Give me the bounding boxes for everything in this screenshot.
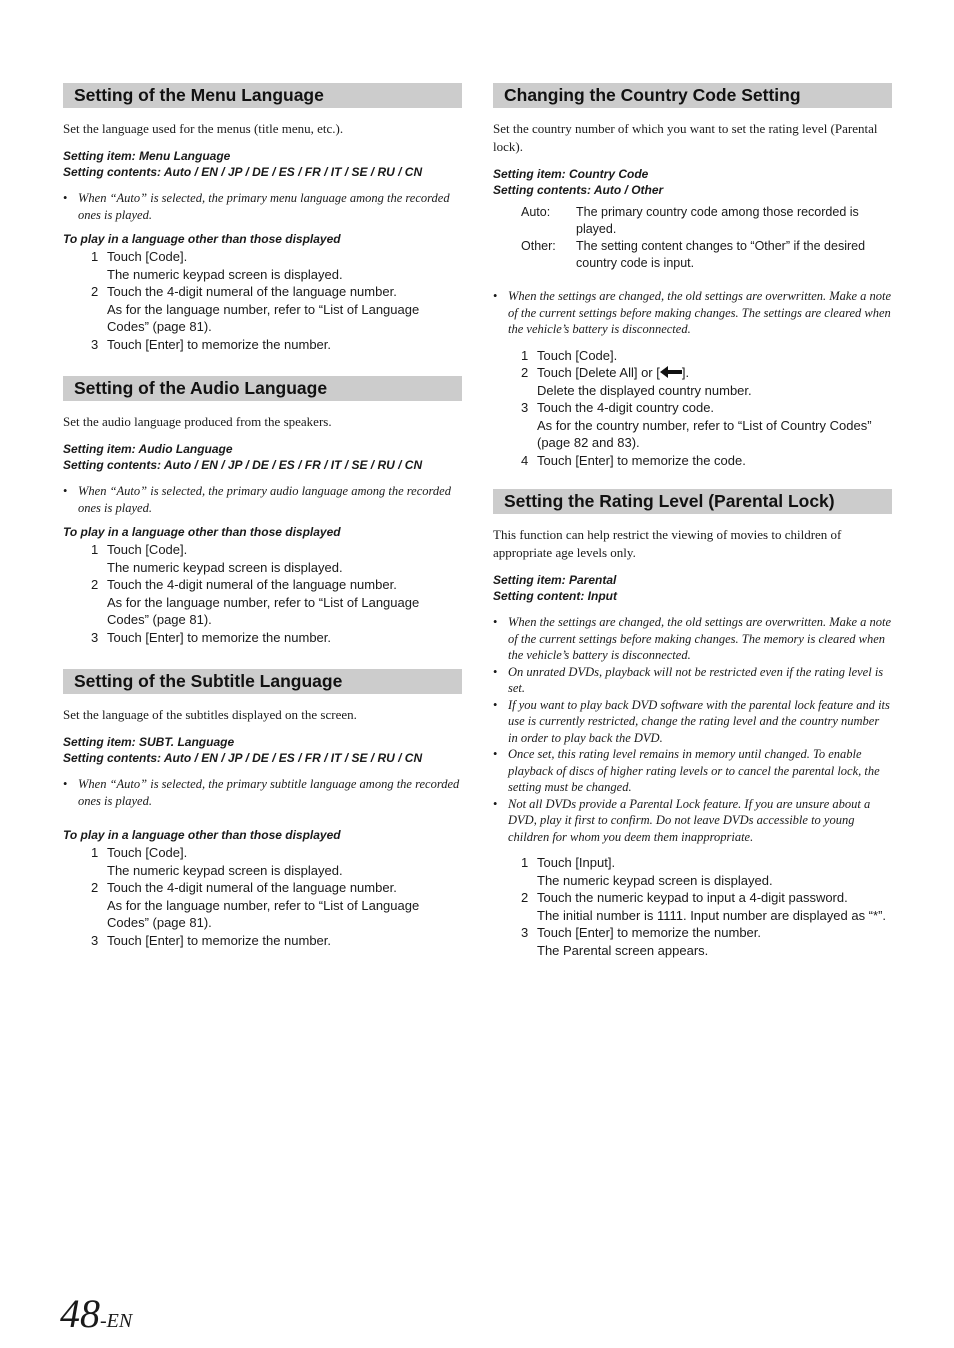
section-intro: This function can help restrict the viewing of movies to children of appropriate age levels only. [493,527,842,560]
step-number: 1 [91,249,99,264]
step-item [63,541,462,576]
enter-key-label: [Enter] [145,629,184,645]
procedure-heading: To play in a language other than those displayed [63,232,341,246]
step-text-post: ]. [681,365,690,380]
step-text-pre: Touch [107,336,146,352]
setting-contents: Setting contents: Auto / EN / JP / DE / ES / FR / IT / SE / RU / CN [63,751,423,765]
step-text-pre: Touch [107,542,146,557]
definition-term: Other: [521,239,556,253]
step-item [493,924,892,959]
step-text-post: to memorize the number. [613,925,762,940]
note-list [493,614,892,845]
step-number: 4 [521,452,529,468]
step-item [493,854,892,889]
step-number: 3 [91,932,99,948]
procedure-heading: To play in a language other than those displayed [63,525,341,539]
bullet-icon: • [493,615,498,629]
section-heading: Setting of the Audio Language [63,376,462,401]
definition-desc: The primary country code among those recorded is played. [576,205,859,236]
step-detail: The initial number is 1111. Input number are displayed as “*”. [537,907,887,923]
definition-row [493,204,892,237]
enter-key-label: [Enter] [575,925,614,940]
definition-term: Auto: [521,205,551,219]
step-item [63,248,462,283]
step-detail: As for the country number, refer to “List of Country Codes” (page 82 and 83). [537,417,872,450]
step-number: 3 [91,629,99,645]
step-item [63,629,462,647]
procedure-steps [493,854,892,959]
note-text: When “Auto” is selected, the primary subtitle language among the recorded ones is played. [78,777,460,808]
page-number [60,1290,132,1337]
code-key-label: [Code] [145,542,184,557]
step-detail: As for the language number, refer to “List of Language Codes” (page 81). [107,897,420,930]
procedure-steps [63,248,462,353]
note-item [493,697,892,747]
page-number-value: 48 [60,1291,100,1336]
note-text: If you want to play back DVD software with the parental lock feature and its use is currently restricted, change the rating level and the country number in order to play back the DVD. [508,697,890,745]
code-key-label: [Code] [575,347,614,363]
step-text-pre: Touch [537,855,576,870]
note-text: When the settings are changed, the old settings are overwritten. Make a note of the current settings before making changes. The memory is cleared when the vehicle’s battery is disconnected. [508,615,892,662]
setting-contents: Setting contents: Auto / EN / JP / DE / ES / FR / IT / SE / RU / CN [63,165,423,179]
step-text-post: to memorize the number. [183,629,332,645]
bullet-icon: • [493,289,498,303]
step-text-post: to memorize the code. [613,452,746,468]
note-item [493,796,892,846]
code-key-label: [Code] [145,845,184,860]
bullet-icon: • [493,664,498,679]
note-text: Once set, this rating level remains in memory until changed. To enable playback of discs of higher rating levels or to cancel the parental lock, the setting must be changed. [508,747,880,794]
step-detail: The numeric keypad screen is displayed. [537,872,773,888]
bullet-icon: • [63,777,68,791]
enter-key-label: [Enter] [145,932,184,948]
note-item [493,614,892,664]
back-arrow-icon [660,366,682,378]
step-text-pre: Touch [107,249,146,264]
step-detail: As for the language number, refer to “List of Language Codes” (page 81). [107,301,420,334]
step-item [63,336,462,354]
section-heading: Setting of the Subtitle Language [63,669,462,694]
step-text-post: . [611,855,616,870]
enter-key-label: [Enter] [575,452,614,468]
step-detail: Delete the displayed country number. [537,382,752,398]
note-list [493,288,892,338]
bullet-icon: • [63,484,68,498]
step-text-pre: Touch [537,347,576,363]
page-number-suffix: -EN [100,1310,133,1332]
step-number: 1 [91,542,99,557]
step-detail: The Parental screen appears. [537,942,709,958]
right-column [493,83,892,981]
step-text-pre: Touch [107,932,146,948]
section-intro: Set the language used for the menus (title menu, etc.). [63,121,344,136]
section-heading: Setting the Rating Level (Parental Lock) [493,489,892,514]
procedure-heading: To play in a language other than those displayed [63,828,341,842]
procedure-steps [493,347,892,470]
step-number: 3 [521,400,529,415]
step-item [493,889,892,924]
input-key-label: [Input] [575,855,612,870]
bullet-icon: • [493,796,498,811]
setting-item: Setting item: SUBT. Language [63,735,235,749]
step-item [63,576,462,629]
definition-row [493,238,892,271]
step-item [63,932,462,950]
step-number: 1 [91,845,99,860]
step-number: 1 [521,347,529,363]
section-intro: Set the language of the subtitles displayed on the screen. [63,707,357,722]
step-text-mid: or [ [637,365,660,380]
step-number: 3 [521,925,529,940]
note-list [63,190,462,223]
step-number: 2 [521,365,529,380]
step-item [493,347,892,365]
step-number: 2 [91,284,99,299]
note-text: On unrated DVDs, playback will not be restricted even if the rating level is set. [508,664,884,695]
section-heading: Changing the Country Code Setting [493,83,892,108]
bullet-icon: • [493,747,498,761]
step-text-pre: Touch [537,925,576,940]
section-country-code [493,83,892,469]
setting-contents: Setting contents: Auto / Other [493,183,664,197]
setting-item: Setting item: Country Code [493,167,649,181]
step-item [493,364,892,399]
section-intro: Set the country number of which you want to set the rating level (Parental lock). [493,121,878,154]
code-key-label: [Code] [145,249,184,264]
step-text-pre: Touch [537,452,576,468]
step-detail: The numeric keypad screen is displayed. [107,559,343,575]
note-list [63,776,462,809]
procedure-steps [63,844,462,949]
setting-item: Setting item: Menu Language [63,149,231,163]
step-number: 2 [91,880,99,895]
section-rating-level [493,489,892,959]
setting-item: Setting item: Parental [493,573,617,587]
step-text: Touch the 4-digit numeral of the language number. [107,577,397,592]
step-text-pre: Touch [107,629,146,645]
setting-item: Setting item: Audio Language [63,442,233,456]
step-text-pre: Touch [107,845,146,860]
step-text-post: . [183,845,188,860]
step-text: Touch the 4-digit numeral of the language number. [107,880,397,895]
step-number: 3 [91,336,99,352]
step-text: Touch the 4-digit country code. [537,400,715,415]
note-text: Not all DVDs provide a Parental Lock feature. If you are unsure about a DVD, play it first to confirm. Do not leave DVDs accessible to young children for whom you deem them inappropriate. [508,796,871,844]
note-item [63,483,462,516]
step-text-post: to memorize the number. [183,336,332,352]
step-number: 2 [91,577,99,592]
left-column [63,83,462,971]
step-text-pre: Touch [537,365,576,380]
bullet-icon: • [493,697,498,712]
section-audio-language [63,376,462,646]
section-subtitle-language [63,669,462,949]
step-detail: As for the language number, refer to “List of Language Codes” (page 81). [107,594,420,627]
setting-contents: Setting contents: Auto / EN / JP / DE / ES / FR / IT / SE / RU / CN [63,458,423,472]
note-item [493,288,892,338]
note-text: When the settings are changed, the old settings are overwritten. Make a note of the current settings before making changes. The settings are cleared when the vehicle’s battery is disconnected. [508,289,892,336]
step-detail: The numeric keypad screen is displayed. [107,862,343,878]
section-menu-language [63,83,462,353]
section-heading: Setting of the Menu Language [63,83,462,108]
step-number: 1 [521,855,529,870]
enter-key-label: [Enter] [145,336,184,352]
note-item [63,776,462,809]
step-text-post: . [613,347,618,363]
procedure-steps [63,541,462,646]
note-item [493,746,892,796]
note-item [63,190,462,223]
step-text-post: . [183,249,188,264]
section-intro: Set the audio language produced from the speakers. [63,414,332,429]
option-definitions [493,204,892,271]
setting-contents: Setting content: Input [493,589,617,603]
step-item [493,452,892,470]
step-item [493,399,892,452]
note-text: When “Auto” is selected, the primary audio language among the recorded ones is played. [78,484,451,515]
step-item [63,844,462,879]
note-item [493,664,892,697]
step-item [63,879,462,932]
step-detail: The numeric keypad screen is displayed. [107,266,343,282]
step-text: Touch the 4-digit numeral of the language number. [107,284,397,299]
step-text-post: to memorize the number. [183,932,332,948]
step-number: 2 [521,890,529,905]
note-text: When “Auto” is selected, the primary menu language among the recorded ones is played. [78,191,450,222]
step-text: Touch the numeric keypad to input a 4-digit password. [537,890,848,905]
definition-desc: The setting content changes to “Other” if the desired country code is input. [576,239,866,270]
step-item [63,283,462,336]
delete-all-key-label: [Delete All] [575,365,638,380]
step-text-post: . [183,542,188,557]
bullet-icon: • [63,191,68,205]
note-list [63,483,462,516]
